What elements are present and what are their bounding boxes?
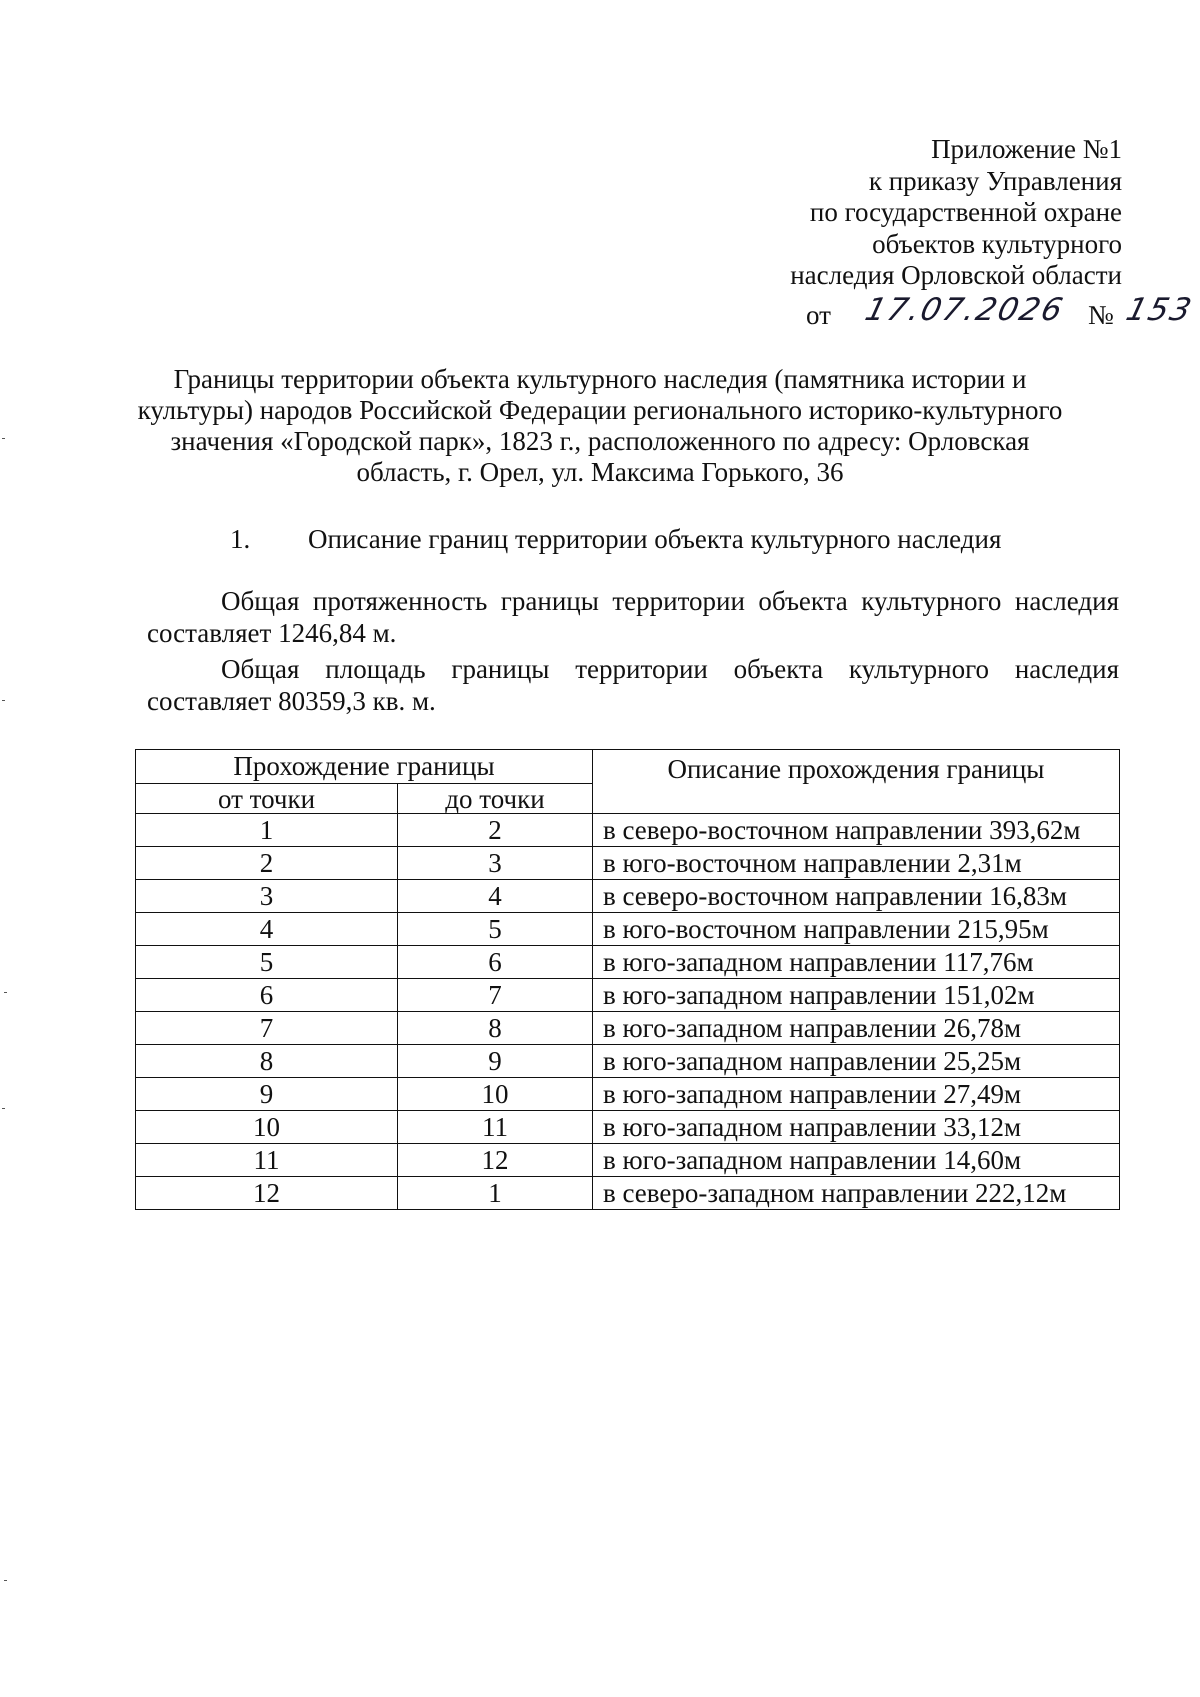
row-from-point: 7: [136, 1012, 398, 1045]
appendix-line-2: к приказу Управления: [868, 165, 1122, 196]
table-header-row: [136, 750, 1120, 784]
appendix-line-4: объектов культурного: [872, 228, 1122, 259]
row-from-point: 8: [136, 1045, 398, 1078]
row-from-point: 5: [136, 946, 398, 979]
scan-artifact: [2, 438, 5, 439]
row-description: в юго-западном направлении 25,25м: [593, 1045, 1120, 1078]
header-from-point: от точки: [136, 784, 398, 814]
row-to-point: 11: [398, 1111, 593, 1144]
row-description: в юго-западном направлении 27,49м: [593, 1078, 1120, 1111]
header-to-point: до точки: [398, 784, 593, 814]
row-description: в юго-восточном направлении 2,31м: [593, 847, 1120, 880]
paragraph-area: Общая площадь границы территории объекта культурного наследия составляет 80359,3 кв. м.: [147, 654, 1119, 716]
table-row: [136, 880, 1120, 913]
appendix-line-1: Приложение №1: [931, 134, 1122, 164]
row-description: в северо-западном направлении 222,12м: [593, 1177, 1120, 1210]
row-description: в юго-западном направлении 14,60м: [593, 1144, 1120, 1177]
document-title: Границы территории объекта культурного наследия (памятника истории и культуры) народов Российской Федерации регионального историко-культурного значения «Городской парк», 1823 г., расположенного по адресу: Орловская область, г. Орел, ул. Максима Горького, 36: [137, 364, 1063, 487]
table-row: [136, 1045, 1120, 1078]
row-to-point: 2: [398, 814, 593, 847]
header-passage: Прохождение границы: [136, 750, 593, 784]
row-from-point: 11: [136, 1144, 398, 1177]
row-from-point: 2: [136, 847, 398, 880]
section-heading: [230, 524, 1001, 555]
number-label: №: [1088, 300, 1114, 330]
row-from-point: 9: [136, 1078, 398, 1111]
table-row: [136, 979, 1120, 1012]
scan-artifact: [4, 1580, 7, 1581]
row-description: в юго-восточном направлении 215,95м: [593, 913, 1120, 946]
row-from-point: 6: [136, 979, 398, 1012]
table-row: [136, 913, 1120, 946]
header-description: Описание прохождения границы: [593, 750, 1120, 814]
row-to-point: 5: [398, 913, 593, 946]
row-from-point: 3: [136, 880, 398, 913]
scan-artifact: [2, 1108, 5, 1109]
from-label: от: [806, 300, 831, 330]
row-description: в юго-западном направлении 33,12м: [593, 1111, 1120, 1144]
row-to-point: 10: [398, 1078, 593, 1111]
table-row: [136, 1144, 1120, 1177]
handwritten-date: 17.07.2026: [861, 292, 1068, 328]
row-to-point: 6: [398, 946, 593, 979]
row-to-point: 3: [398, 847, 593, 880]
row-from-point: 10: [136, 1111, 398, 1144]
section-heading-text: Описание границ территории объекта культурного наследия: [308, 524, 1002, 554]
row-description: в юго-западном направлении 117,76м: [593, 946, 1120, 979]
row-description: в юго-западном направлении 151,02м: [593, 979, 1120, 1012]
table-row: [136, 814, 1120, 847]
table-row: [136, 1012, 1120, 1045]
table-row: [136, 946, 1120, 979]
handwritten-number: 153: [1122, 292, 1197, 328]
order-date-number: [806, 292, 1197, 336]
row-from-point: 4: [136, 913, 398, 946]
row-from-point: 1: [136, 814, 398, 847]
section-number: 1.: [230, 524, 251, 554]
row-description: в юго-западном направлении 26,78м: [593, 1012, 1120, 1045]
table-row: [136, 1078, 1120, 1111]
table-body: [136, 814, 1120, 1210]
appendix-line-3: по государственной охране: [809, 197, 1122, 227]
table-row: [136, 847, 1120, 880]
scan-artifact: [2, 700, 5, 701]
row-description: в северо-восточном направлении 393,62м: [593, 814, 1120, 847]
paragraph-length: Общая протяженность границы территории объекта культурного наследия составляет 1246,84 м.: [147, 586, 1119, 648]
appendix-block: [790, 134, 1122, 292]
row-to-point: 9: [398, 1045, 593, 1078]
row-to-point: 8: [398, 1012, 593, 1045]
row-from-point: 12: [136, 1177, 398, 1210]
boundary-table: [135, 749, 1120, 1210]
row-to-point: 12: [398, 1144, 593, 1177]
scan-artifact: [4, 992, 7, 993]
appendix-line-5: наследия Орловской области: [790, 260, 1122, 290]
table-row: [136, 1177, 1120, 1210]
row-description: в северо-восточном направлении 16,83м: [593, 880, 1120, 913]
row-to-point: 1: [398, 1177, 593, 1210]
table-row: [136, 1111, 1120, 1144]
row-to-point: 4: [398, 880, 593, 913]
row-to-point: 7: [398, 979, 593, 1012]
